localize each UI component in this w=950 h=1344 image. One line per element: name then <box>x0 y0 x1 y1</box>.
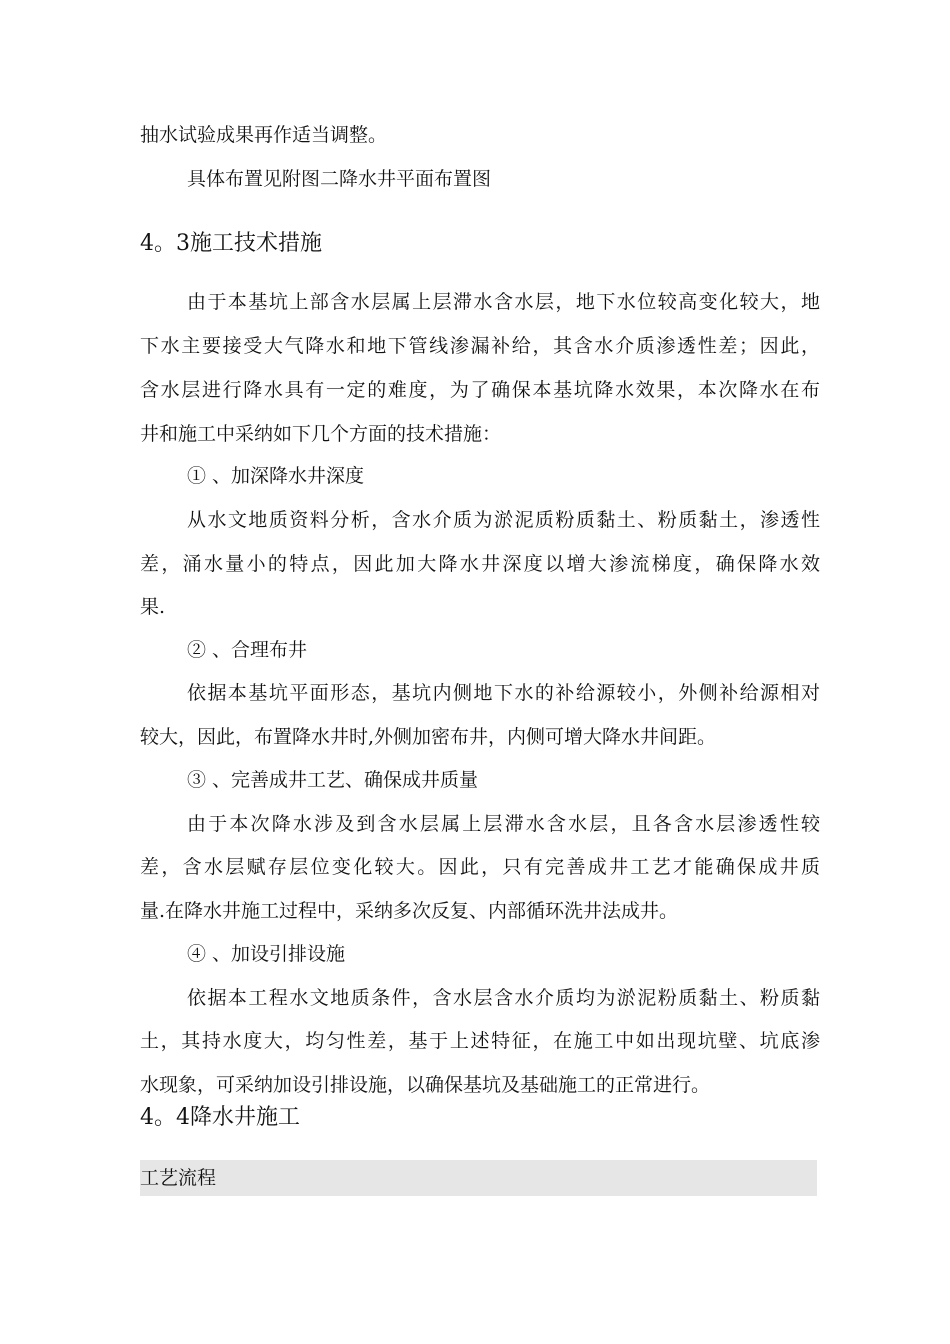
paragraph-line: 差，涌水量小的特点，因此加大降水井深度以增大渗流梯度，确保降水效 <box>140 553 820 575</box>
paragraph-line: 量.在降水井施工过程中，采纳多次反复、内部循环洗井法成井。 <box>140 900 679 922</box>
paragraph-line: 含水层进行降水具有一定的难度，为了确保本基坑降水效果，本次降水在布 <box>140 379 820 401</box>
list-item-title: ② 、合理布井 <box>187 639 308 661</box>
section-heading-4-4: 4。4降水井施工 <box>140 1105 300 1130</box>
paragraph-line: 下水主要接受大气降水和地下管线渗漏补给，其含水介质渗透性差；因此， <box>140 335 820 357</box>
process-flow-label-box <box>140 1160 817 1196</box>
list-item-title: ④ 、加设引排设施 <box>187 943 346 965</box>
paragraph-line: 由于本次降水涉及到含水层属上层滞水含水层，且各含水层渗透性较 <box>187 813 820 835</box>
paragraph-line: 由于本基坑上部含水层属上层滞水含水层，地下水位较高变化较大，地 <box>187 291 820 313</box>
paragraph-line: 井和施工中采纳如下几个方面的技术措施： <box>140 423 502 445</box>
list-item-title: ① 、加深降水井深度 <box>187 465 365 487</box>
paragraph-line: 从水文地质资料分析，含水介质为淤泥质粉质黏土、粉质黏土，渗透性 <box>187 509 820 531</box>
process-flow-label: 工艺流程 <box>140 1167 217 1189</box>
paragraph-line: 土，其持水度大，均匀性差，基于上述特征，在施工中如出现坑壁、坑底渗 <box>140 1030 820 1052</box>
paragraph-layout-reference: 具体布置见附图二降水井平面布置图 <box>187 168 492 190</box>
paragraph-line: 果. <box>140 596 166 618</box>
paragraph-line: 依据本基坑平面形态，基坑内侧地下水的补给源较小，外侧补给源相对 <box>187 682 820 704</box>
section-heading-4-3: 4。3施工技术措施 <box>140 231 322 256</box>
paragraph-continuation: 抽水试验成果再作适当调整。 <box>140 124 388 146</box>
paragraph-line: 依据本工程水文地质条件，含水层含水介质均为淤泥粉质黏土、粉质黏 <box>187 987 820 1009</box>
paragraph-line: 水现象，可采纳加设引排设施，以确保基坑及基础施工的正常进行。 <box>140 1074 711 1096</box>
paragraph-line: 差，含水层赋存层位变化较大。因此，只有完善成井工艺才能确保成井质 <box>140 856 820 878</box>
list-item-title: ③ 、完善成井工艺、确保成井质量 <box>187 769 479 791</box>
paragraph-line: 较大，因此，布置降水井时,外侧加密布井，内侧可增大降水井间距。 <box>140 726 717 748</box>
